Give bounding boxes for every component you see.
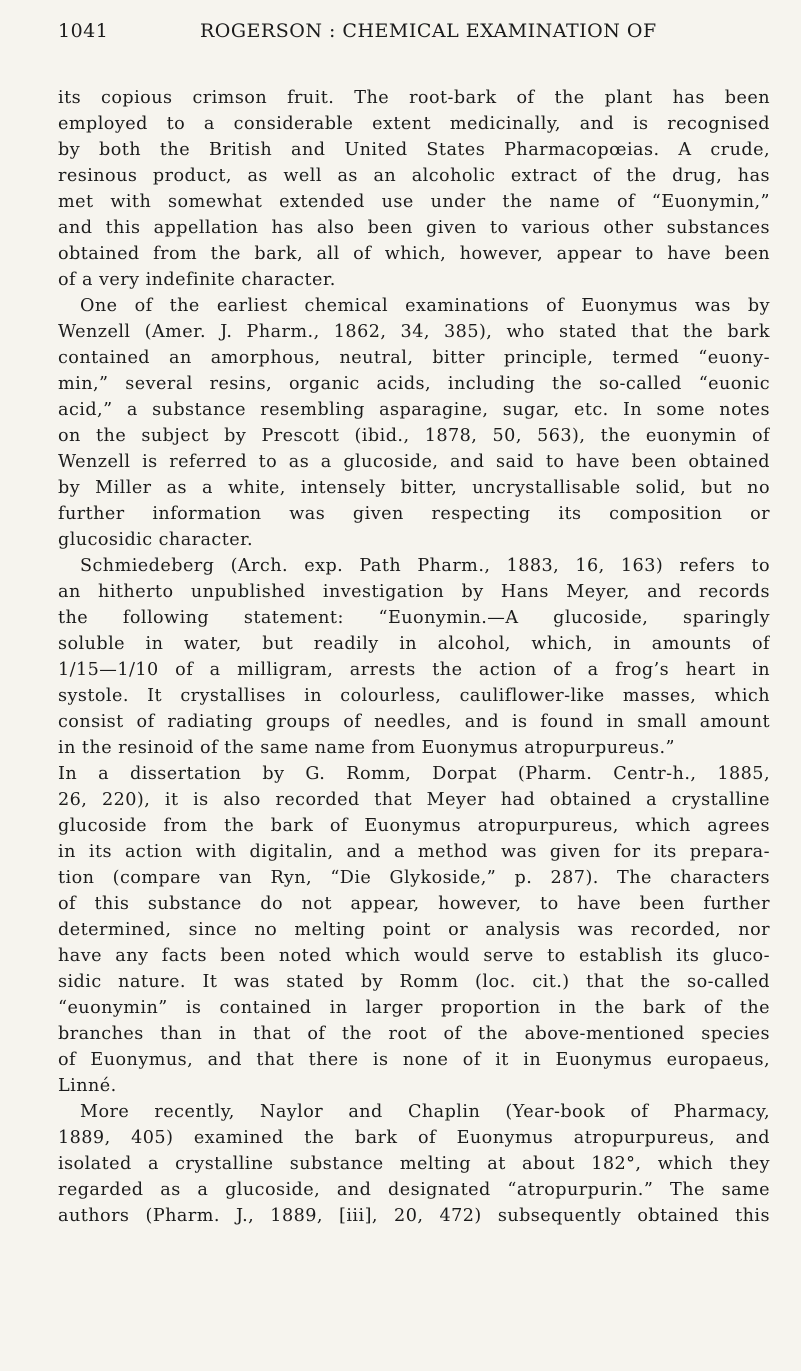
text-line: of this substance do not appear, however, to have been further bbox=[58, 894, 770, 914]
text-line: soluble in water, but readily in alcohol, which, in amounts of bbox=[58, 634, 770, 654]
text-line: its copious crimson fruit. The root-bark of the plant has been bbox=[58, 88, 770, 108]
text-line: branches than in that of the root of the above-mentioned species bbox=[58, 1024, 770, 1044]
text-line: min,” several resins, organic acids, including the so-called “euonic bbox=[58, 374, 770, 394]
text-line: contained an amorphous, neutral, bitter principle, termed “euony- bbox=[58, 348, 770, 368]
text-line: glucoside from the bark of Euonymus atropurpureus, which agrees bbox=[58, 816, 770, 836]
text-line: by both the British and United States Pharmacopœias. A crude, bbox=[58, 140, 770, 160]
body-text bbox=[58, 85, 770, 1229]
text-line: tion (compare van Ryn, “Die Glykoside,” p. 287). The characters bbox=[58, 868, 770, 888]
text-line: authors (Pharm. J., 1889, [iii], 20, 472) subsequently obtained this bbox=[58, 1206, 770, 1226]
text-line: 1/15—1/10 of a milligram, arrests the action of a frog’s heart in bbox=[58, 660, 770, 680]
text-line: 1889, 405) examined the bark of Euonymus atropurpureus, and bbox=[58, 1128, 770, 1148]
text-line: have any facts been noted which would serve to establish its gluco- bbox=[58, 946, 770, 966]
text-line: isolated a crystalline substance melting at about 182°, which they bbox=[58, 1154, 770, 1174]
page-number: 1041 bbox=[58, 20, 109, 42]
text-line: and this appellation has also been given to various other substances bbox=[58, 218, 770, 238]
text-line: Wenzell (Amer. J. Pharm., 1862, 34, 385), who stated that the bark bbox=[58, 322, 770, 342]
text-line: “euonymin” is contained in larger proportion in the bark of the bbox=[58, 998, 770, 1018]
text-line: further information was given respecting its composition or bbox=[58, 504, 770, 524]
text-line: Schmiedeberg (Arch. exp. Path Pharm., 1883, 16, 163) refers to bbox=[80, 556, 770, 576]
text-line: by Miller as a white, intensely bitter, uncrystallisable solid, but no bbox=[58, 478, 770, 498]
text-line: One of the earliest chemical examinations of Euonymus was by bbox=[80, 296, 770, 316]
text-line: on the subject by Prescott (ibid., 1878, 50, 563), the euonymin of bbox=[58, 426, 770, 446]
text-line: Wenzell is referred to as a glucoside, and said to have been obtained bbox=[58, 452, 770, 472]
text-line: glucosidic character. bbox=[58, 530, 254, 550]
text-line: employed to a considerable extent medicinally, and is recognised bbox=[58, 114, 770, 134]
running-title: ROGERSON : CHEMICAL EXAMINATION OF bbox=[200, 20, 657, 42]
text-line: determined, since no melting point or analysis was recorded, nor bbox=[58, 920, 770, 940]
text-line: acid,” a substance resembling asparagine, sugar, etc. In some notes bbox=[58, 400, 770, 420]
text-line: Linné. bbox=[58, 1076, 117, 1096]
text-line: systole. It crystallises in colourless, cauliflower-like masses, which bbox=[58, 686, 770, 706]
text-line: 26, 220), it is also recorded that Meyer had obtained a crystalline bbox=[58, 790, 770, 810]
text-line: in the resinoid of the same name from Euonymus atropurpureus.” bbox=[58, 738, 675, 758]
text-line: resinous product, as well as an alcoholic extract of the drug, has bbox=[58, 166, 770, 186]
text-line: in its action with digitalin, and a method was given for its prepara- bbox=[58, 842, 770, 862]
text-line: of Euonymus, and that there is none of it in Euonymus europaeus, bbox=[58, 1050, 770, 1070]
running-head bbox=[58, 20, 761, 50]
text-line: of a very indefinite character. bbox=[58, 270, 336, 290]
text-line: met with somewhat extended use under the name of “Euonymin,” bbox=[58, 192, 770, 212]
text-line: the following statement: “Euonymin.—A glucoside, sparingly bbox=[58, 608, 770, 628]
text-line: obtained from the bark, all of which, however, appear to have been bbox=[58, 244, 770, 264]
text-line: an hitherto unpublished investigation by Hans Meyer, and records bbox=[58, 582, 770, 602]
text-line: More recently, Naylor and Chaplin (Year-book of Pharmacy, bbox=[80, 1102, 770, 1122]
text-line: In a dissertation by G. Romm, Dorpat (Pharm. Centr-h., 1885, bbox=[58, 764, 770, 784]
text-line: sidic nature. It was stated by Romm (loc. cit.) that the so-called bbox=[58, 972, 770, 992]
text-line: regarded as a glucoside, and designated “atropurpurin.” The same bbox=[58, 1180, 770, 1200]
text-line: consist of radiating groups of needles, and is found in small amount bbox=[58, 712, 770, 732]
